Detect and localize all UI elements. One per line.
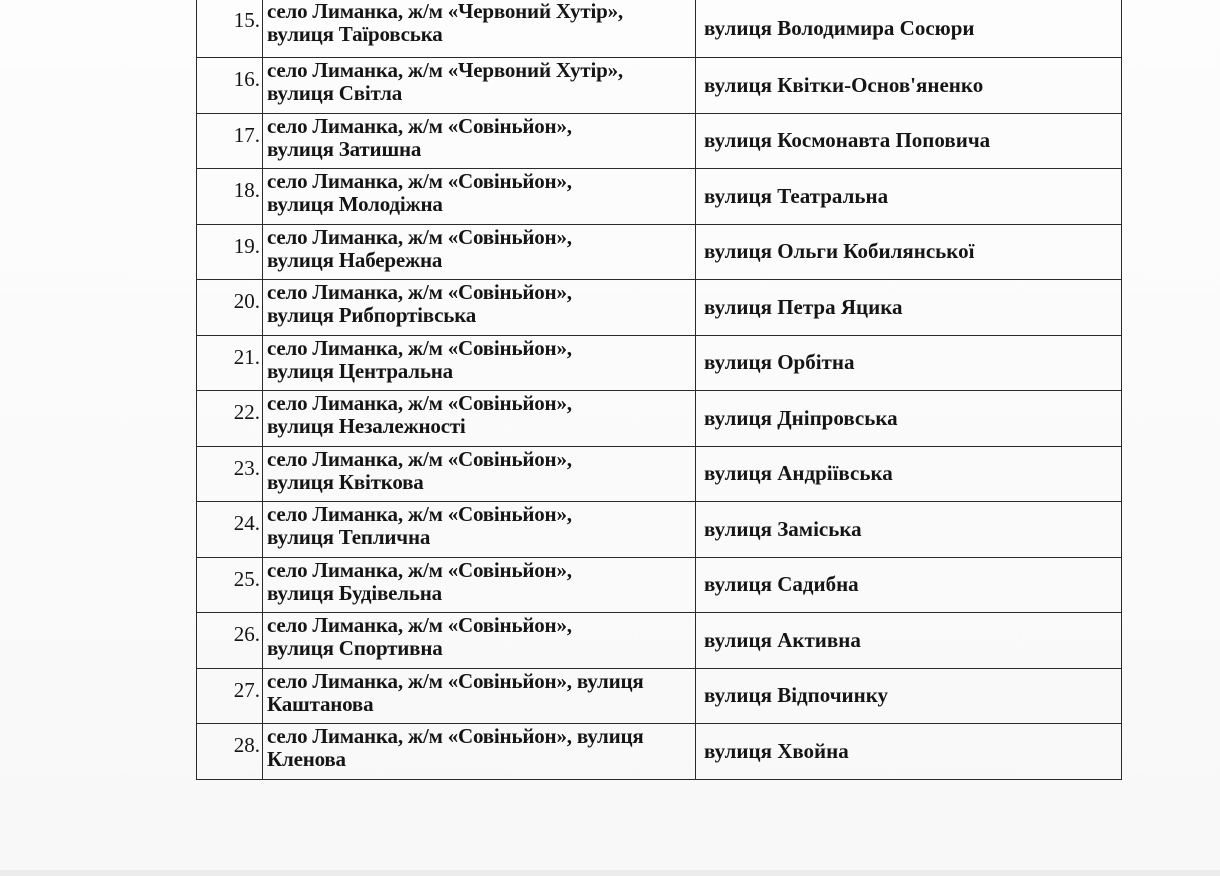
row-number: 26.: [197, 613, 263, 669]
row-number: 24.: [197, 502, 263, 558]
table-row: [197, 58, 1122, 114]
row-number: 27.: [197, 668, 263, 724]
new-name-cell: вулиця Театральна: [696, 169, 1122, 225]
old-name-cell: [263, 446, 696, 502]
old-name-line-1: село Лиманка, ж/м «Совіньйон»,: [267, 446, 572, 471]
old-name-cell: [263, 280, 696, 336]
old-name-line-1: село Лиманка, ж/м «Совіньйон»,: [267, 613, 572, 637]
new-name-cell: вулиця Космонавта Поповича: [696, 113, 1122, 169]
old-name-line-2: вулиця Теплична: [267, 525, 431, 549]
old-name-line-2: вулиця Таїровська: [267, 22, 443, 46]
old-name-cell: [263, 502, 696, 558]
old-name-line-2: вулиця Квіткова: [267, 469, 424, 494]
table-row: [197, 113, 1122, 169]
row-number: 25.: [197, 557, 263, 613]
old-name-line-1: село Лиманка, ж/м «Совіньйон»,: [267, 280, 572, 304]
table-body: [197, 0, 1122, 779]
row-number: 18.: [197, 169, 263, 225]
table-row: [197, 391, 1122, 447]
old-name-line-1: село Лиманка, ж/м «Совіньйон», вулиця: [267, 668, 644, 693]
old-name-cell: [263, 335, 696, 391]
table-row: [197, 613, 1122, 669]
old-name-line-2: вулиця Спортивна: [267, 636, 443, 660]
new-name-cell: вулиця Дніпровська: [696, 391, 1122, 447]
old-name-line-1: село Лиманка, ж/м «Совіньйон»,: [267, 224, 572, 249]
old-name-line-2: вулиця Затишна: [267, 136, 422, 161]
new-name-cell: вулиця Хвойна: [696, 724, 1122, 780]
new-name-cell: вулиця Садибна: [696, 557, 1122, 613]
row-number: 23.: [197, 446, 263, 502]
old-name-cell: [263, 391, 696, 447]
table-row: [197, 557, 1122, 613]
table-row: [197, 224, 1122, 280]
old-name-line-2: Кленова: [267, 747, 346, 771]
new-name-cell: вулиця Відпочинку: [696, 668, 1122, 724]
old-name-cell: [263, 0, 696, 58]
table-row: [197, 335, 1122, 391]
table-row: [197, 724, 1122, 780]
new-name-cell: вулиця Володимира Сосюри: [696, 0, 1122, 58]
old-name-line-1: село Лиманка, ж/м «Совіньйон»,: [267, 335, 572, 360]
row-number: 15.: [197, 0, 263, 58]
old-name-line-1: село Лиманка, ж/м «Совіньйон»,: [267, 113, 572, 138]
table-row: [197, 280, 1122, 336]
old-name-line-1: село Лиманка, ж/м «Совіньйон»,: [267, 169, 572, 193]
new-name-cell: вулиця Ольги Кобилянської: [696, 224, 1122, 280]
old-name-line-1: село Лиманка, ж/м «Совіньйон»,: [267, 391, 572, 415]
old-name-line-2: вулиця Будівельна: [267, 580, 442, 605]
old-name-cell: [263, 557, 696, 613]
old-name-line-1: село Лиманка, ж/м «Червоний Хутір»,: [267, 0, 623, 23]
old-name-cell: [263, 613, 696, 669]
old-name-line-2: вулиця Рибпортівська: [267, 303, 477, 327]
old-name-cell: [263, 668, 696, 724]
new-name-cell: вулиця Активна: [696, 613, 1122, 669]
row-number: 20.: [197, 280, 263, 336]
row-number: 28.: [197, 724, 263, 780]
table-row: [197, 446, 1122, 502]
old-name-line-1: село Лиманка, ж/м «Совіньйон»,: [267, 502, 572, 526]
old-name-cell: [263, 58, 696, 114]
old-name-cell: [263, 724, 696, 780]
row-number: 16.: [197, 58, 263, 114]
old-name-line-2: вулиця Світла: [267, 81, 403, 105]
old-name-cell: [263, 169, 696, 225]
row-number: 17.: [197, 113, 263, 169]
old-name-line-1: село Лиманка, ж/м «Совіньйон», вулиця: [267, 724, 644, 748]
new-name-cell: вулиця Квітки-Основ'яненко: [696, 58, 1122, 114]
old-name-line-1: село Лиманка, ж/м «Червоний Хутір»,: [267, 58, 623, 82]
row-number: 21.: [197, 335, 263, 391]
row-number: 19.: [197, 224, 263, 280]
new-name-cell: вулиця Орбітна: [696, 335, 1122, 391]
old-name-cell: [263, 113, 696, 169]
old-name-line-2: Каштанова: [267, 691, 374, 716]
new-name-cell: вулиця Андріївська: [696, 446, 1122, 502]
old-name-line-2: вулиця Набережна: [267, 247, 443, 272]
old-name-cell: [263, 224, 696, 280]
table-row: [197, 668, 1122, 724]
new-name-cell: вулиця Заміська: [696, 502, 1122, 558]
street-renaming-table: [196, 0, 1122, 780]
old-name-line-2: вулиця Незалежності: [267, 414, 466, 438]
scan-bottom-edge: [0, 870, 1220, 876]
old-name-line-2: вулиця Центральна: [267, 358, 453, 383]
old-name-line-2: вулиця Молодіжна: [267, 192, 443, 216]
table-row: [197, 169, 1122, 225]
table-row: [197, 0, 1122, 58]
table-row: [197, 502, 1122, 558]
old-name-line-1: село Лиманка, ж/м «Совіньйон»,: [267, 557, 572, 582]
new-name-cell: вулиця Петра Яцика: [696, 280, 1122, 336]
row-number: 22.: [197, 391, 263, 447]
